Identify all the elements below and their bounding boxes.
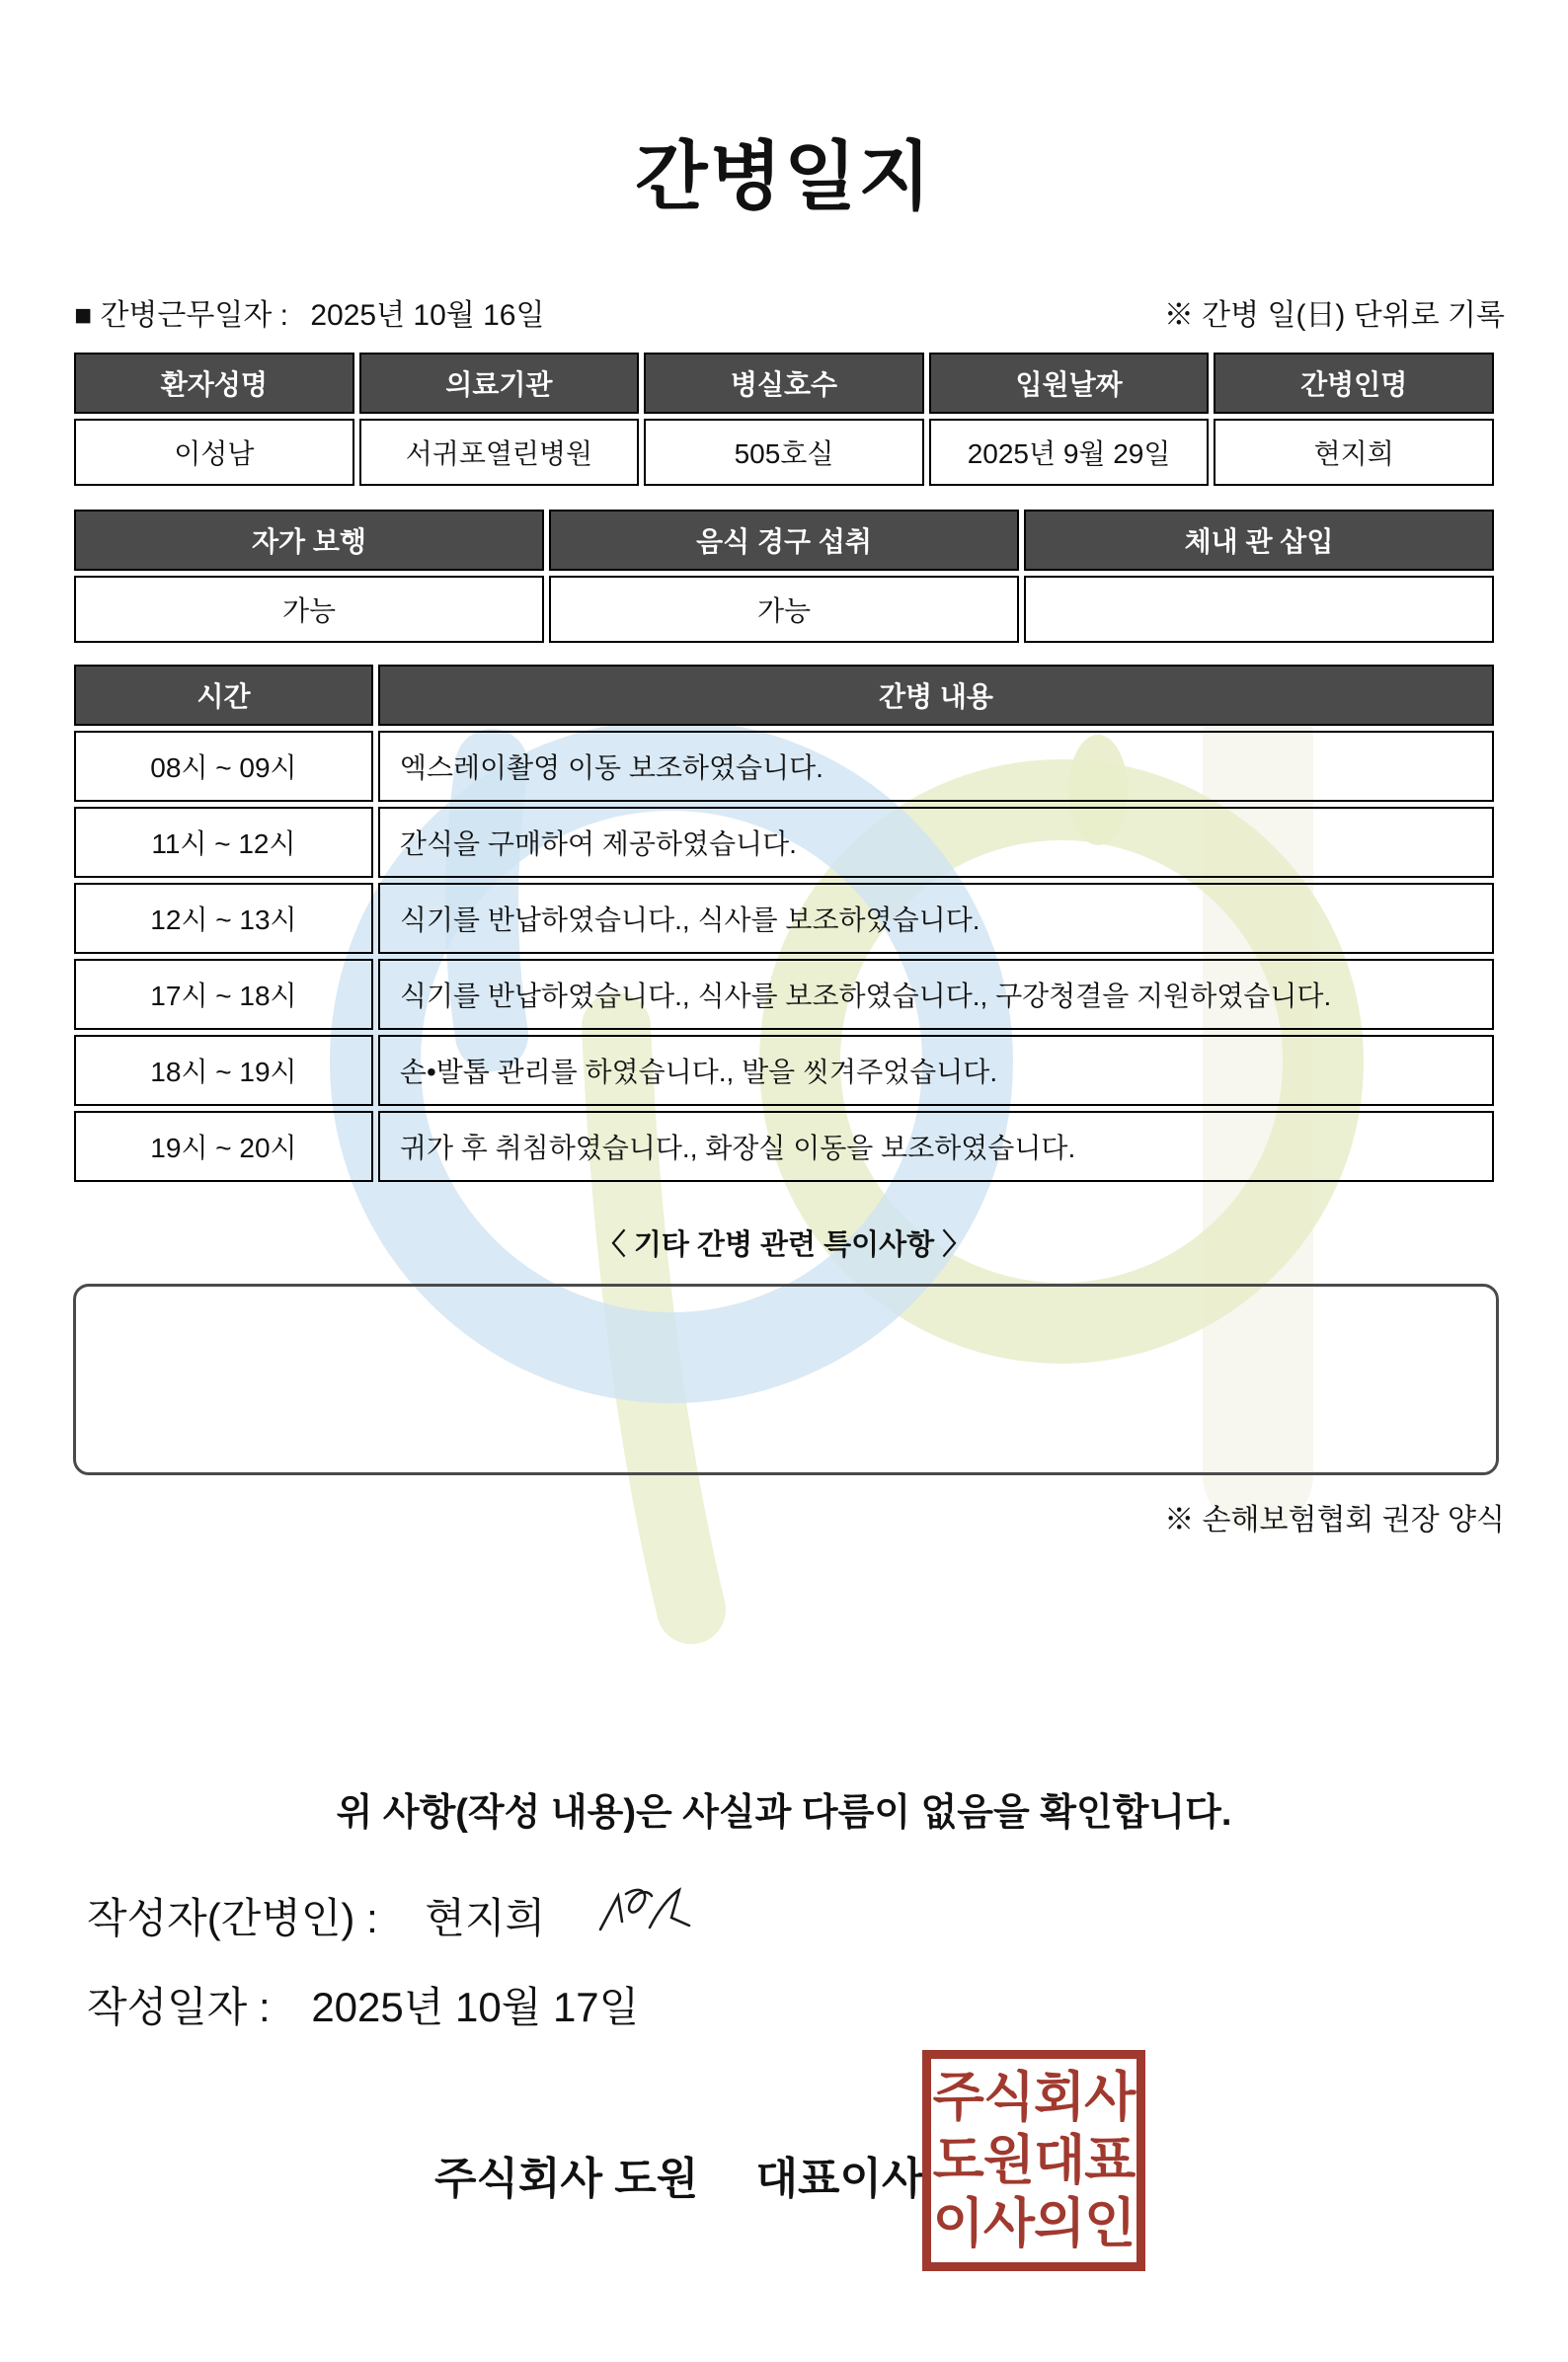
value-oral-intake: 가능: [549, 576, 1019, 643]
work-date-value: 2025년 10월 16일: [310, 299, 545, 332]
header-room-number: 병실호수: [644, 353, 924, 414]
value-medical-institution: 서귀포열린병원: [359, 419, 640, 486]
care-log-row: [74, 1111, 1494, 1182]
header-caregiver-name: 간병인명: [1214, 353, 1494, 414]
writer-line: [87, 1886, 545, 1945]
company-name: 주식회사 도원: [434, 2155, 699, 2203]
patient-info-table: [69, 348, 1499, 491]
value-admission-date: 2025년 9월 29일: [929, 419, 1210, 486]
seal-text-line: 주식회사: [932, 2068, 1136, 2127]
header-oral-intake: 음식 경구 섭취: [549, 510, 1019, 571]
header-admission-date: 입원날짜: [929, 353, 1210, 414]
work-date-line: [74, 290, 544, 334]
writer-label: 작성자(간병인) :: [87, 1895, 378, 1941]
value-patient-name: 이성남: [74, 419, 354, 486]
writer-name: 현지희: [425, 1895, 546, 1941]
notes-box: [73, 1284, 1499, 1475]
care-time: 12시 ~ 13시: [74, 883, 373, 954]
care-log-row: [74, 807, 1494, 878]
notes-heading: 〈 기타 간병 관련 특이사항 〉: [596, 1229, 972, 1261]
company-line: [434, 2143, 924, 2206]
status-value-row: [74, 576, 1494, 643]
care-time: 19시 ~ 20시: [74, 1111, 373, 1182]
handwritten-signature: [592, 1878, 711, 1949]
written-date-value: 2025년 10월 17일: [311, 1984, 640, 2030]
care-log-header-row: [74, 665, 1494, 726]
page-title: 간병일지: [635, 135, 933, 219]
recommendation-note: ※ 손해보험협회 권장 양식: [1164, 1504, 1505, 1536]
patient-value-row: [74, 419, 1494, 486]
unit-note: ※ 간병 일(日) 단위로 기록: [1163, 299, 1505, 332]
written-date-label: 작성일자 :: [87, 1984, 271, 2030]
care-content: 식기를 반납하였습니다., 식사를 보조하였습니다., 구강청결을 지원하였습니다.: [378, 959, 1494, 1030]
care-content: 간식을 구매하여 제공하였습니다.: [378, 807, 1494, 878]
work-date-label: ■ 간병근무일자 :: [74, 299, 289, 332]
care-time: 17시 ~ 18시: [74, 959, 373, 1030]
care-content: 식기를 반납하였습니다., 식사를 보조하였습니다.: [378, 883, 1494, 954]
care-log-table: [69, 660, 1499, 1187]
header-tube-insertion: 체내 관 삽입: [1024, 510, 1494, 571]
care-time: 08시 ~ 09시: [74, 731, 373, 802]
company-representative-title: 대표이사: [755, 2155, 924, 2203]
patient-header-row: [74, 353, 1494, 414]
seal-text-line: 이사의인: [932, 2194, 1136, 2253]
value-caregiver-name: 현지희: [1214, 419, 1494, 486]
care-time: 11시 ~ 12시: [74, 807, 373, 878]
header-patient-name: 환자성명: [74, 353, 354, 414]
care-content: 엑스레이촬영 이동 보조하였습니다.: [378, 731, 1494, 802]
corporate-seal: [922, 2050, 1145, 2271]
header-time: 시간: [74, 665, 373, 726]
status-header-row: [74, 510, 1494, 571]
confirmation-statement: 위 사항(작성 내용)은 사실과 다름이 없음을 확인합니다.: [336, 1792, 1232, 1834]
header-self-walking: 자가 보행: [74, 510, 544, 571]
header-medical-institution: 의료기관: [359, 353, 640, 414]
care-content: 손•발톱 관리를 하였습니다., 발을 씻겨주었습니다.: [378, 1035, 1494, 1106]
seal-text-line: 도원대표: [932, 2131, 1136, 2190]
care-log-row: [74, 1035, 1494, 1106]
header-care-content: 간병 내용: [378, 665, 1494, 726]
care-log-row: [74, 883, 1494, 954]
written-date-line: [87, 1975, 639, 2034]
value-self-walking: 가능: [74, 576, 544, 643]
care-log-row: [74, 959, 1494, 1030]
value-room-number: 505호실: [644, 419, 924, 486]
value-tube-insertion: [1024, 576, 1494, 643]
care-content: 귀가 후 취침하였습니다., 화장실 이동을 보조하였습니다.: [378, 1111, 1494, 1182]
status-table: [69, 505, 1499, 648]
care-log-row: [74, 731, 1494, 802]
care-time: 18시 ~ 19시: [74, 1035, 373, 1106]
